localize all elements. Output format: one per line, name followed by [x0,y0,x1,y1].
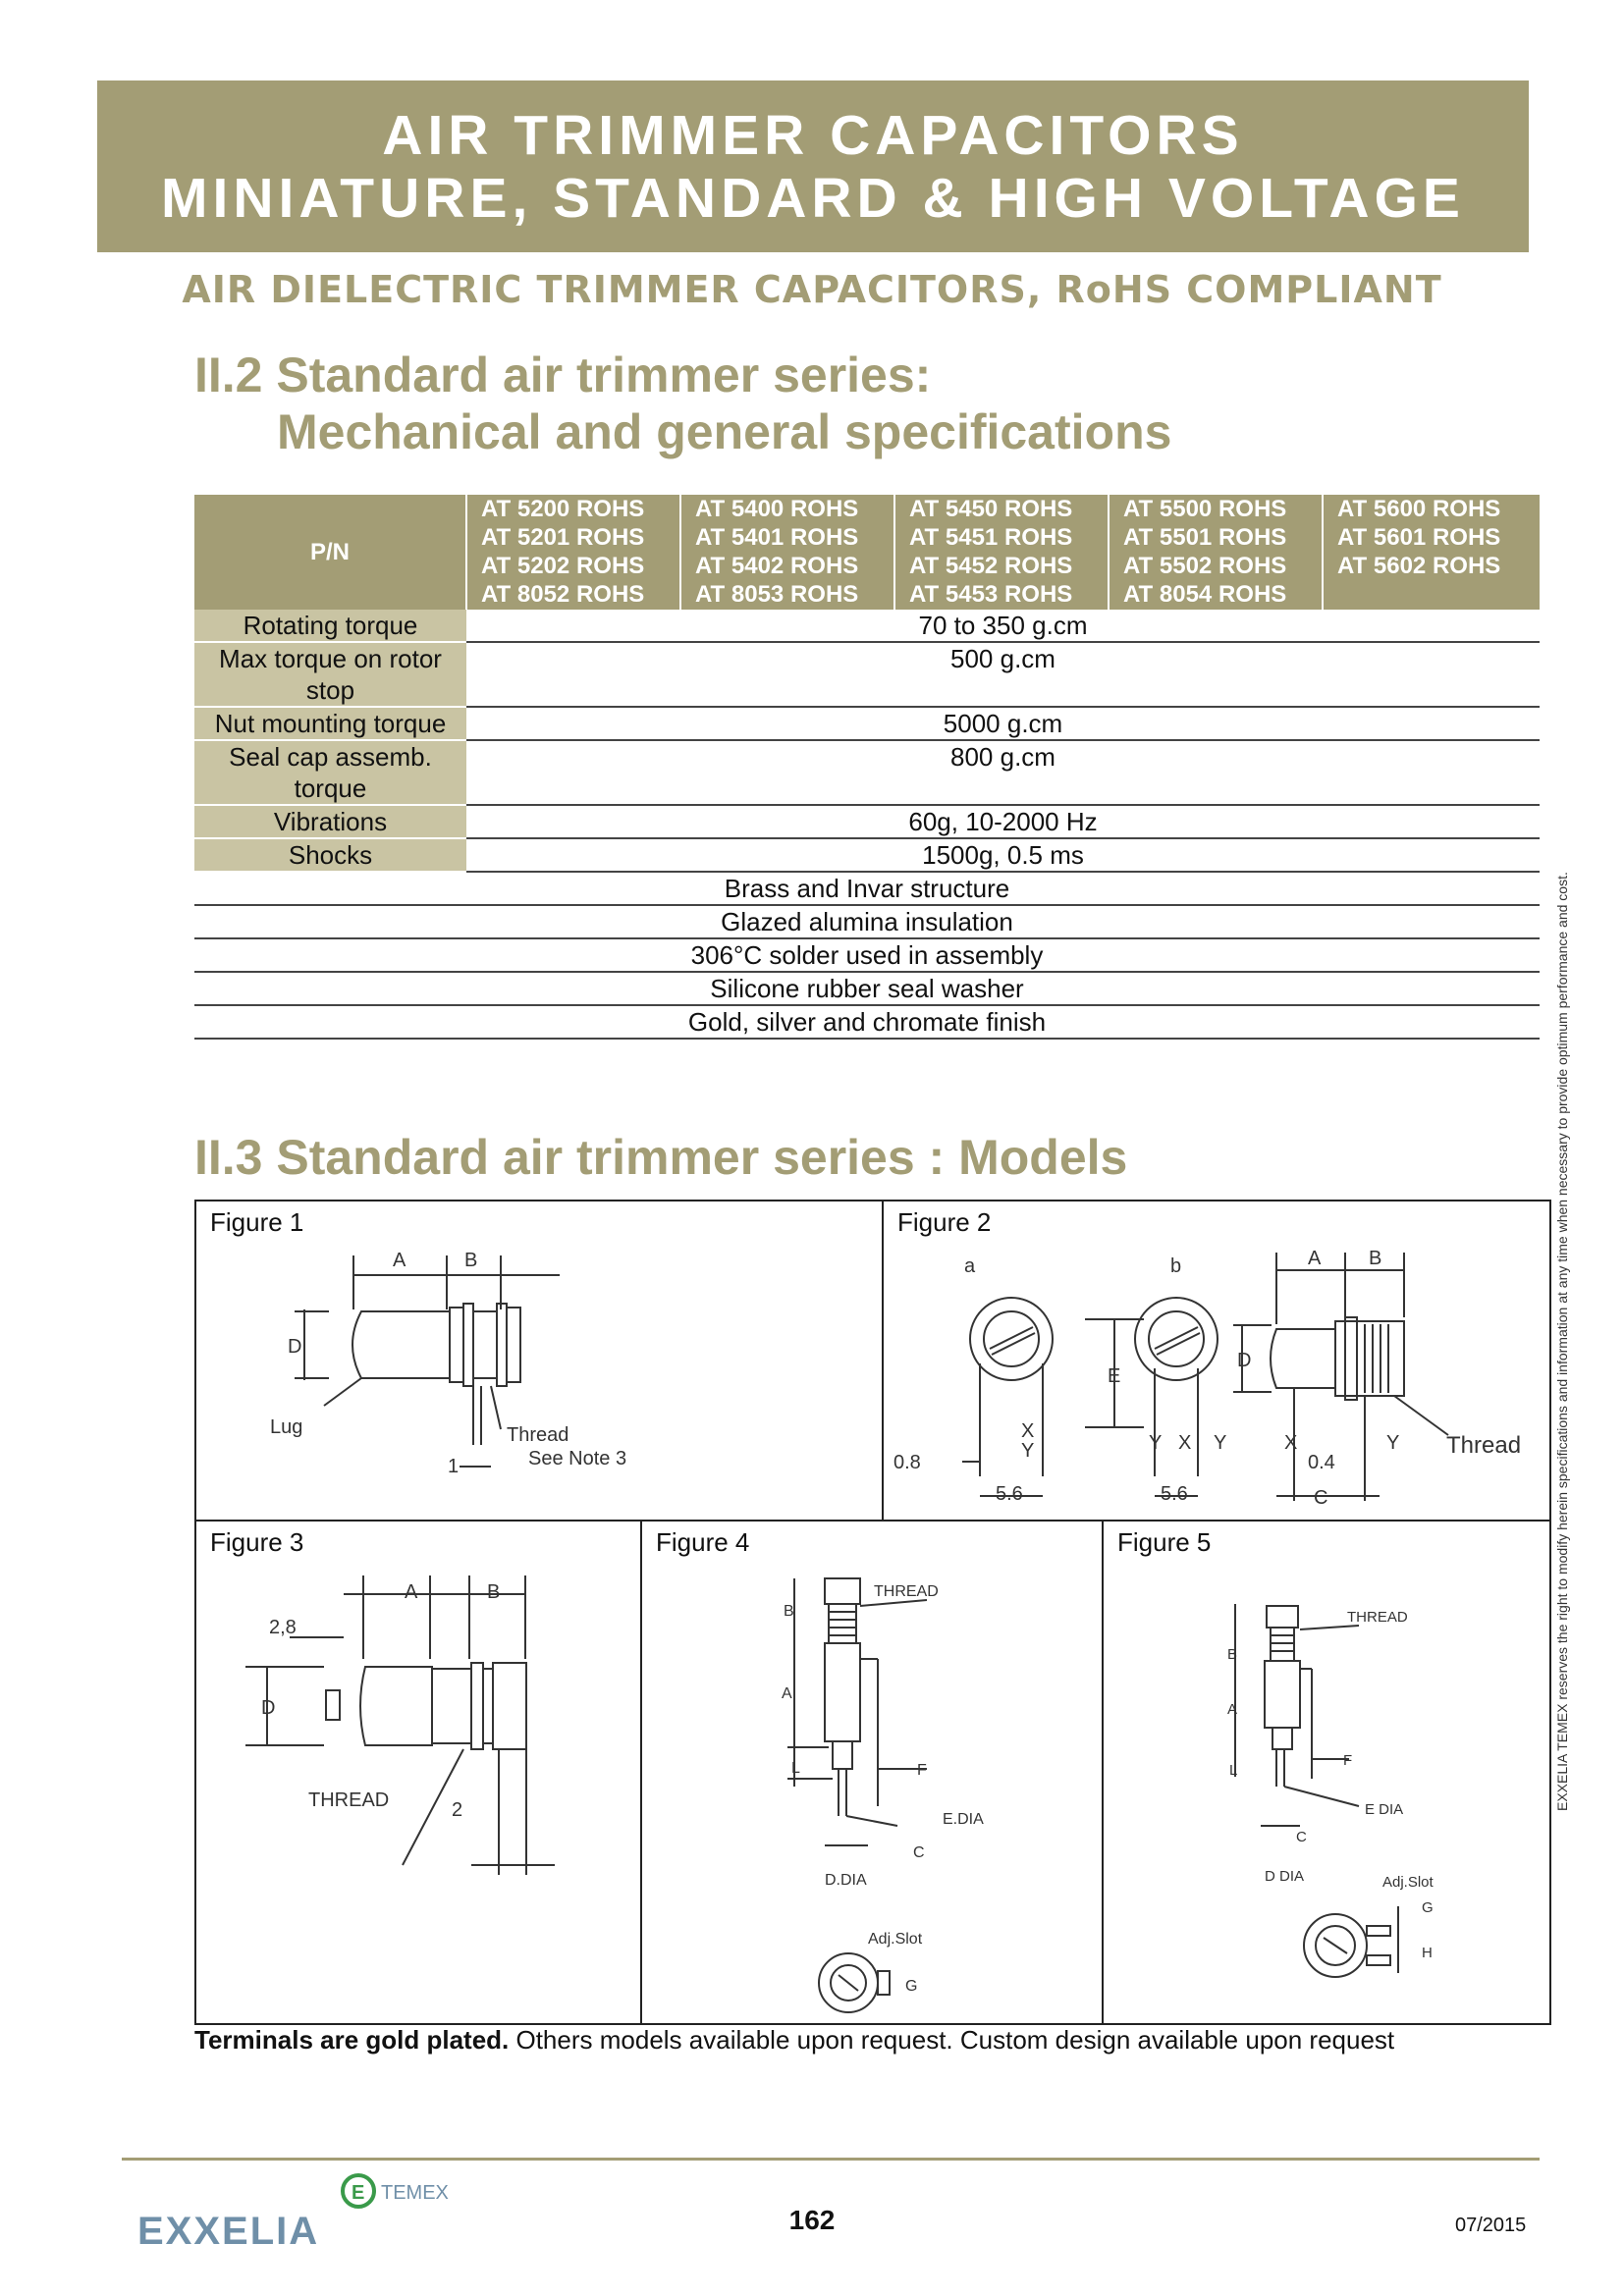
spec-row [194,707,1540,740]
material-row [194,1005,1540,1039]
material-text: Gold, silver and chromate finish [194,1005,1540,1039]
fig2-x3: X [1284,1432,1298,1454]
fig3-dim-a: A [405,1581,418,1603]
fig5-dim-f: F [1343,1752,1353,1769]
spec-label: Nut mounting torque [194,707,466,740]
part-number: AT 5601 ROHS [1337,524,1501,551]
spec-value: 500 g.cm [466,642,1540,707]
spec-row [194,642,1540,707]
fig2-y1: Y [1021,1440,1035,1462]
part-number: AT 5500 ROHS [1123,496,1287,522]
fig2-dim-04: 0.4 [1308,1452,1335,1473]
figure-1-drawing [196,1201,884,1522]
part-number: AT 5202 ROHS [481,553,645,579]
figure-2-box [882,1200,1551,1522]
spec-header-row [194,495,1540,610]
part-number: AT 5401 ROHS [695,524,859,551]
figure-1-box [194,1200,884,1522]
section-2-title-line-2: Mechanical and general specifications [277,404,1172,459]
spec-row [194,610,1540,642]
spec-label: Vibrations [194,805,466,838]
section-2-title-line-1: II.2 Standard air trimmer series: [194,347,932,402]
pn-column-1 [466,495,680,610]
figure-3-label: Figure 3 [210,1527,304,1557]
fig5-edia: E DIA [1365,1801,1404,1818]
section-2-title [194,347,1171,460]
fig5-thread: THREAD [1347,1609,1408,1626]
figure-5-label: Figure 5 [1117,1527,1212,1557]
material-row [194,938,1540,972]
fig1-thread: Thread [507,1424,569,1446]
section-3-title: II.3 Standard air trimmer series : Models [194,1130,1128,1185]
logo-exxelia: EXXELIA [137,2210,320,2253]
fig2-y2: Y [1149,1432,1163,1454]
fig3-dim-2: 2 [452,1799,463,1821]
fig1-lug: Lug [270,1416,303,1438]
spec-value: 5000 g.cm [466,707,1540,740]
spec-label: Max torque on rotor stop [194,642,466,707]
fig2-dim-d2: D [1237,1350,1252,1371]
figure-5-drawing [1104,1522,1551,2025]
part-number: AT 5200 ROHS [481,496,645,522]
fig4-thread: THREAD [874,1583,939,1600]
fig5-dim-l: L [1229,1762,1238,1779]
pn-header: P/N [194,495,466,610]
fig4-dim-b: B [784,1603,794,1620]
fig2-x2: X [1178,1432,1192,1454]
material-text: Glazed alumina insulation [194,905,1540,938]
fig2-label-a: a [964,1255,976,1277]
fig3-dim-28: 2,8 [269,1617,297,1638]
fig3-dim-b: B [487,1581,501,1603]
fig2-label-b: b [1170,1255,1182,1277]
fig2-dim-a2: A [1308,1248,1322,1269]
spec-value: 70 to 350 g.cm [466,610,1540,642]
fig4-dim-l: L [791,1760,800,1777]
figure-2-drawing [884,1201,1551,1522]
part-number: AT 5201 ROHS [481,524,645,551]
material-row [194,905,1540,938]
fig2-y4: Y [1386,1432,1400,1454]
fig4-dim-c: C [913,1844,925,1861]
fig1-dim-a: A [393,1250,406,1271]
fig3-dim-d: D [261,1697,276,1719]
fig4-dim-f: F [917,1762,927,1779]
part-number: AT 5602 ROHS [1337,553,1501,579]
fig2-dim-c: C [1314,1487,1328,1509]
figure-2-label: Figure 2 [897,1207,992,1237]
fig2-dim-08: 0.8 [893,1452,921,1473]
fig1-note: See Note 3 [528,1448,627,1469]
fig5-dim-c: C [1296,1829,1307,1845]
fig5-dim-a: A [1227,1701,1238,1718]
footer-date: 07/2015 [1455,2215,1527,2236]
fig2-dim-b2: B [1369,1248,1382,1269]
part-number: AT 8054 ROHS [1123,581,1287,608]
spec-row [194,740,1540,805]
fig5-adj: Adj.Slot [1382,1874,1434,1891]
material-text: Brass and Invar structure [194,872,1540,905]
part-number: AT 5452 ROHS [909,553,1073,579]
fig4-ddia: D.DIA [825,1872,867,1889]
figure-3-box [194,1520,642,2025]
fig2-y3: Y [1214,1432,1227,1454]
material-text: 306°C solder used in assembly [194,938,1540,972]
fig4-edia: E.DIA [943,1811,984,1828]
terminals-note [194,2025,1394,2056]
footer-rule [122,2158,1540,2161]
fig5-dim-g: G [1422,1899,1434,1916]
pn-column-5 [1323,495,1540,610]
part-number: AT 5600 ROHS [1337,496,1501,522]
material-row [194,972,1540,1005]
fig2-dim-56a: 5.6 [996,1483,1023,1505]
pn-column-3 [894,495,1109,610]
material-text: Silicone rubber seal washer [194,972,1540,1005]
spec-value: 60g, 10-2000 Hz [466,805,1540,838]
fig1-dim-b: B [464,1250,478,1271]
part-number: AT 8053 ROHS [695,581,859,608]
fig4-dim-a: A [782,1685,792,1702]
fig5-dim-h: H [1422,1945,1433,1961]
figure-5-box [1102,1520,1551,2025]
fig1-dim-d: D [288,1336,302,1358]
terminals-note-bold: Terminals are gold plated. [194,2025,510,2055]
fig4-dim-g: G [905,1978,918,1995]
fig2-dim-e: E [1108,1365,1121,1387]
fig3-thread: THREAD [308,1789,390,1811]
material-row [194,872,1540,905]
spec-value: 800 g.cm [466,740,1540,805]
fig1-dim-1: 1 [448,1456,460,1477]
terminals-note-rest: Others models available upon request. Custom design available upon request [509,2025,1395,2055]
side-disclaimer: EXXELIA TEMEX reserves the right to modify herein specifications and information at any time when necessary to provide optimum performance and cost. [1554,872,1570,1811]
subtitle: AIR DIELECTRIC TRIMMER CAPACITORS, RoHS COMPLIANT [182,268,1442,311]
fig2-thread: Thread [1446,1432,1522,1459]
spec-label: Seal cap assemb. torque [194,740,466,805]
figure-4-drawing [642,1522,1104,2025]
spec-row [194,838,1540,872]
part-number: AT 5402 ROHS [695,553,859,579]
spec-value: 1500g, 0.5 ms [466,838,1540,872]
logo-temex: TEMEX [381,2182,449,2204]
part-number: AT 5400 ROHS [695,496,859,522]
figure-3-drawing [196,1522,642,2025]
figure-4-label: Figure 4 [656,1527,750,1557]
pn-column-4 [1109,495,1323,610]
part-number: AT 8052 ROHS [481,581,645,608]
pn-column-2 [680,495,894,610]
fig4-adj: Adj.Slot [868,1931,923,1948]
fig2-dim-56b: 5.6 [1161,1483,1188,1505]
part-number: AT 5450 ROHS [909,496,1073,522]
spec-label: Rotating torque [194,610,466,642]
page-number: 162 [788,2205,836,2235]
part-number: AT 5453 ROHS [909,581,1073,608]
spec-label: Shocks [194,838,466,872]
figure-1-label: Figure 1 [210,1207,304,1237]
spec-row [194,805,1540,838]
figure-4-box [640,1520,1104,2025]
part-number: AT 5501 ROHS [1123,524,1287,551]
title-line-2: MINIATURE, STANDARD & HIGH VOLTAGE [161,167,1465,230]
spec-table [194,495,1540,1040]
part-number: AT 5502 ROHS [1123,553,1287,579]
part-number: AT 5451 ROHS [909,524,1073,551]
fig2-x1: X [1021,1420,1035,1442]
title-banner [97,80,1529,252]
fig5-dim-b: B [1227,1646,1238,1663]
fig5-ddia: D DIA [1265,1868,1305,1885]
title-line-1: AIR TRIMMER CAPACITORS [382,104,1244,167]
logo-e-letter: E [352,2182,365,2204]
